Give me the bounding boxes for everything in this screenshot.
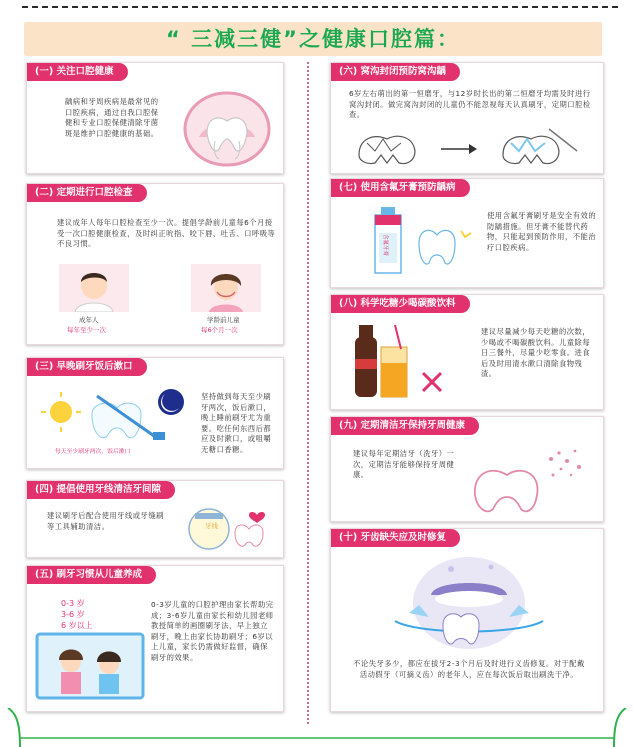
bottom-decoration-band — [0, 708, 634, 747]
section-3-caption: 每天至少刷牙两次，饭后漱口 — [55, 449, 131, 455]
adult-label: 成年人 — [79, 316, 99, 324]
tube-label: 含氟牙膏 — [382, 233, 389, 257]
adult-avatar-icon — [59, 264, 129, 312]
section-3-heading: (三) 早晚刷牙饭后漱口 — [27, 358, 147, 376]
section-1-text: 龋病和牙周疾病是最常见的口腔疾病，通过自我口腔保健和专业口腔保健清除牙菌斑是维护口腔健康的基础。 — [65, 97, 159, 138]
section-1-card — [26, 62, 284, 174]
floss-icon — [173, 503, 277, 553]
section-3-text: 坚持做到每天至少刷牙两次，饭后漱口，晚上睡前刷牙尤为重要。吃任何东西后都应及时漱口，或咀嚼无糖口香糖。 — [201, 392, 272, 454]
section-2-text: 建议成年人每年口腔检查至少一次。提倡学龄前儿童每6个月接受一次口腔健康检查，及时纠正吮指、咬下唇、吐舌、口呼吸等不良习惯。 — [57, 218, 276, 248]
section-1-heading: (一) 关注口腔健康 — [27, 63, 128, 81]
children-brushing-icon — [35, 632, 145, 700]
section-5-text: 0-3岁儿童的口腔护理由家长帮助完成；3-6岁儿童由家长和幼儿园老师教授简单的画圈刷牙法，早上独立刷牙，晚上由家长协助刷牙；6岁以上儿童，家长仍需做好监督，确保刷牙的效果。 — [151, 600, 274, 662]
section-9-text: 建议每年定期洁牙（洗牙）一次，定期洁牙能够保持牙周健康。 — [353, 449, 455, 479]
top-dotted-line — [22, 6, 618, 8]
section-5-card — [26, 565, 284, 712]
section-4-card — [26, 480, 284, 558]
section-6-text: 6岁左右萌出的第一恒磨牙，与12岁时长出的第二恒磨牙均需及时进行窝沟封闭。做完窝沟封闭的儿童仍不能忽视每天认真刷牙，定期口腔检查。 — [349, 89, 591, 119]
section-7-card — [330, 178, 604, 288]
section-7-heading: (七) 使用含氟牙膏预防龋病 — [331, 179, 470, 197]
child-avatar-icon — [191, 264, 261, 312]
section-9-card — [330, 416, 604, 522]
molar-sealant-icon — [353, 125, 585, 169]
section-8-heading: (八) 科学吃糖少喝碳酸饮料 — [331, 295, 470, 313]
age-item-3: 6 岁以上 — [61, 621, 93, 630]
section-8-text: 建议尽量减少每天吃糖的次数，少喝或不喝碳酸饮料。儿童除每日三餐外，尽量少吃零食。进食后及时用清水漱口清除食物残渣。 — [481, 327, 591, 378]
dental-lamp-icon — [379, 551, 559, 657]
sun-moon-brushing-icon — [37, 384, 197, 452]
section-7-text: 使用含氟牙膏刷牙是安全有效的防龋措施。但牙膏不能替代药物，只能起到预防作用，不能治疗口腔疾病。 — [487, 211, 597, 252]
section-9-heading: (九) 定期清洁牙保持牙周健康 — [331, 417, 479, 435]
section-5-heading: (五) 刷牙习惯从儿童养成 — [27, 566, 156, 584]
section-2-heading: (二) 定期进行口腔检查 — [27, 184, 147, 202]
section-3-card — [26, 357, 284, 469]
section-4-heading: (四) 提倡使用牙线清洁牙间隙 — [27, 481, 175, 499]
age-item-1: 0-3 岁 — [61, 599, 85, 608]
cola-juice-icon — [345, 319, 465, 405]
child-frequency: 每6个月一次 — [201, 326, 238, 334]
section-10-card — [330, 528, 604, 712]
page-title: “ 三减三健”之健康口腔篇： — [24, 22, 602, 56]
section-6-card — [330, 62, 604, 174]
section-2-card — [26, 183, 284, 345]
section-8-card — [330, 294, 604, 410]
tooth-cleaning-icon — [455, 439, 595, 519]
age-item-2: 3-6 岁 — [61, 610, 85, 619]
section-10-text: 不论失牙多少，都应在拔牙2-3个月后及时进行义齿修复。对于配戴活动假牙（可摘义齿）的老年人，应在每次饭后取出刷洗干净。 — [353, 659, 585, 679]
section-10-heading: (十) 牙齿缺失应及时修复 — [331, 529, 460, 547]
child-label: 学龄前儿童 — [207, 316, 240, 324]
section-4-text: 建议刷牙后配合使用牙线或牙缝刷等工具辅助清洁。 — [47, 511, 164, 531]
column-divider — [307, 62, 309, 724]
tooth-icon — [177, 89, 277, 167]
section-6-heading: (六) 窝沟封闭预防窝沟龋 — [331, 63, 460, 81]
floss-label: 牙线 — [205, 522, 218, 530]
adult-frequency: 每年至少一次 — [67, 326, 106, 334]
